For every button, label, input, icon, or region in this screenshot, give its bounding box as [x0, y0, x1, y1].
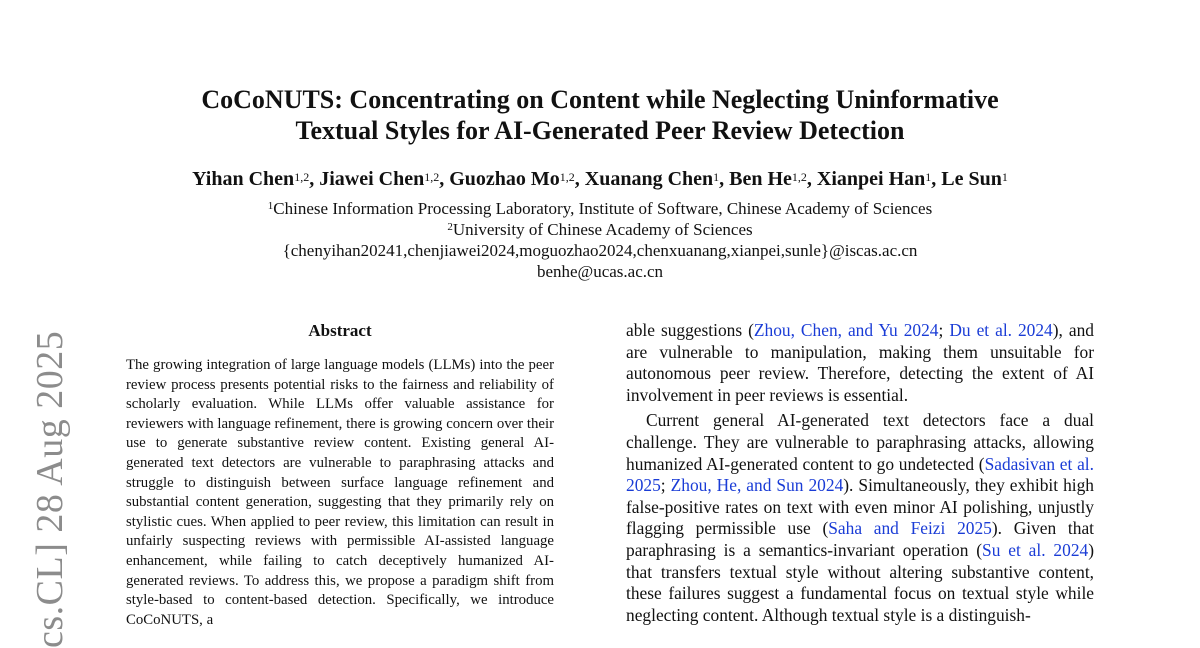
citation-link[interactable]: Zhou, Chen, and Yu 2024: [753, 320, 939, 340]
intro-column: [626, 320, 1094, 626]
author: Xianpei Han$^1$,: [816, 168, 942, 190]
citation-link[interactable]: Su et al. 2024: [982, 539, 1089, 560]
abstract-heading: Abstract: [308, 321, 372, 340]
title-line-2: Textual Styles for AI-Generated Peer Review Detection: [295, 116, 905, 145]
citation-link[interactable]: Sadasivan et al. 2025: [626, 453, 1094, 496]
author: Le Sun$^1$: [941, 168, 1008, 190]
affiliation-2: $^2$University of Chinese Academy of Sciences: [447, 220, 753, 239]
citation-link[interactable]: Saha and Feizi 2025: [828, 518, 992, 539]
author: Guozhao Mo$^{1,2}$,: [449, 168, 585, 190]
author: Ben He$^{1,2}$,: [729, 168, 817, 190]
paragraph-1: able suggestions (Zhou, Chen, and Yu 2024; Du et al. 2024), and are vulnerable to manipulation, making them unsuitable for autonomous peer review. Therefore, detecting the extent of AI involvement in peer reviews is essential.: [626, 320, 1094, 405]
author: Xuanang Chen$^1$,: [584, 168, 730, 190]
email-line-2: benhe@ucas.ac.cn: [536, 262, 664, 281]
author-list: [0, 166, 1200, 192]
abstract-section: [126, 320, 554, 630]
citation-link[interactable]: Zhou, He, and Sun 2024: [670, 475, 844, 496]
affiliations: [0, 198, 1200, 282]
author: Jiawei Chen$^{1,2}$,: [319, 168, 450, 190]
title-line-1: CoCoNUTS: Concentrating on Content while Neglecting Uninformative: [201, 85, 999, 114]
paper-title: [0, 84, 1200, 146]
citation-link[interactable]: Du et al. 2024: [949, 320, 1053, 340]
author: Yihan Chen$^{1,2}$,: [192, 168, 320, 190]
paragraph-2: Current general AI-generated text detectors face a dual challenge. They are vulnerable to paraphrasing attacks, allowing humanized AI-generated content to go undetected (Sadasivan et al. 2025; Zhou, He, and Sun 2024). Simultaneously, they exhibit high false-positive rates on text with even minor AI polishing, unjustly flagging permissible use (Saha and Feizi 2025). Given that paraphrasing is a semantics-invariant operation (Su et al. 2024) that transfers textual style without altering substantive content, these failures suggest a fundamental focus on textual style while neglecting content. Although textual style is a distinguish-: [626, 410, 1095, 625]
abstract-text: The growing integration of large language models (LLMs) into the peer review process presents potential risks to the fairness and reliability of scholarly evaluation. While LLMs offer valuable assistance for reviewers with language refinement, there is growing concern over their use to generate substantive review content. Existing general AI-generated text detectors are vulnerable to paraphrasing attacks and struggle to distinguish between surface language refinement and substantial content generation, suggesting that they primarily rely on stylistic cues. When applied to peer review, this limitation can result in unfairly suspecting reviews with permissible AI-assisted language enhancement, while failing to catch deceptively humanized AI-generated reviews. To address this, we propose a paradigm shift from style-based to content-based detection. Specifically, we introduce CoCoNUTS, a: [126, 357, 554, 628]
arxiv-side-stamp: cs.CL] 28 Aug 2025: [29, 330, 71, 648]
email-line-1: {chenyihan20241,chenjiawei2024,moguozhao2024,chenxuanang,xianpei,sunle}@iscas.ac.cn: [282, 241, 918, 260]
affiliation-1: $^1$Chinese Information Processing Laboratory, Institute of Software, Chinese Academy of Sciences: [267, 199, 933, 218]
